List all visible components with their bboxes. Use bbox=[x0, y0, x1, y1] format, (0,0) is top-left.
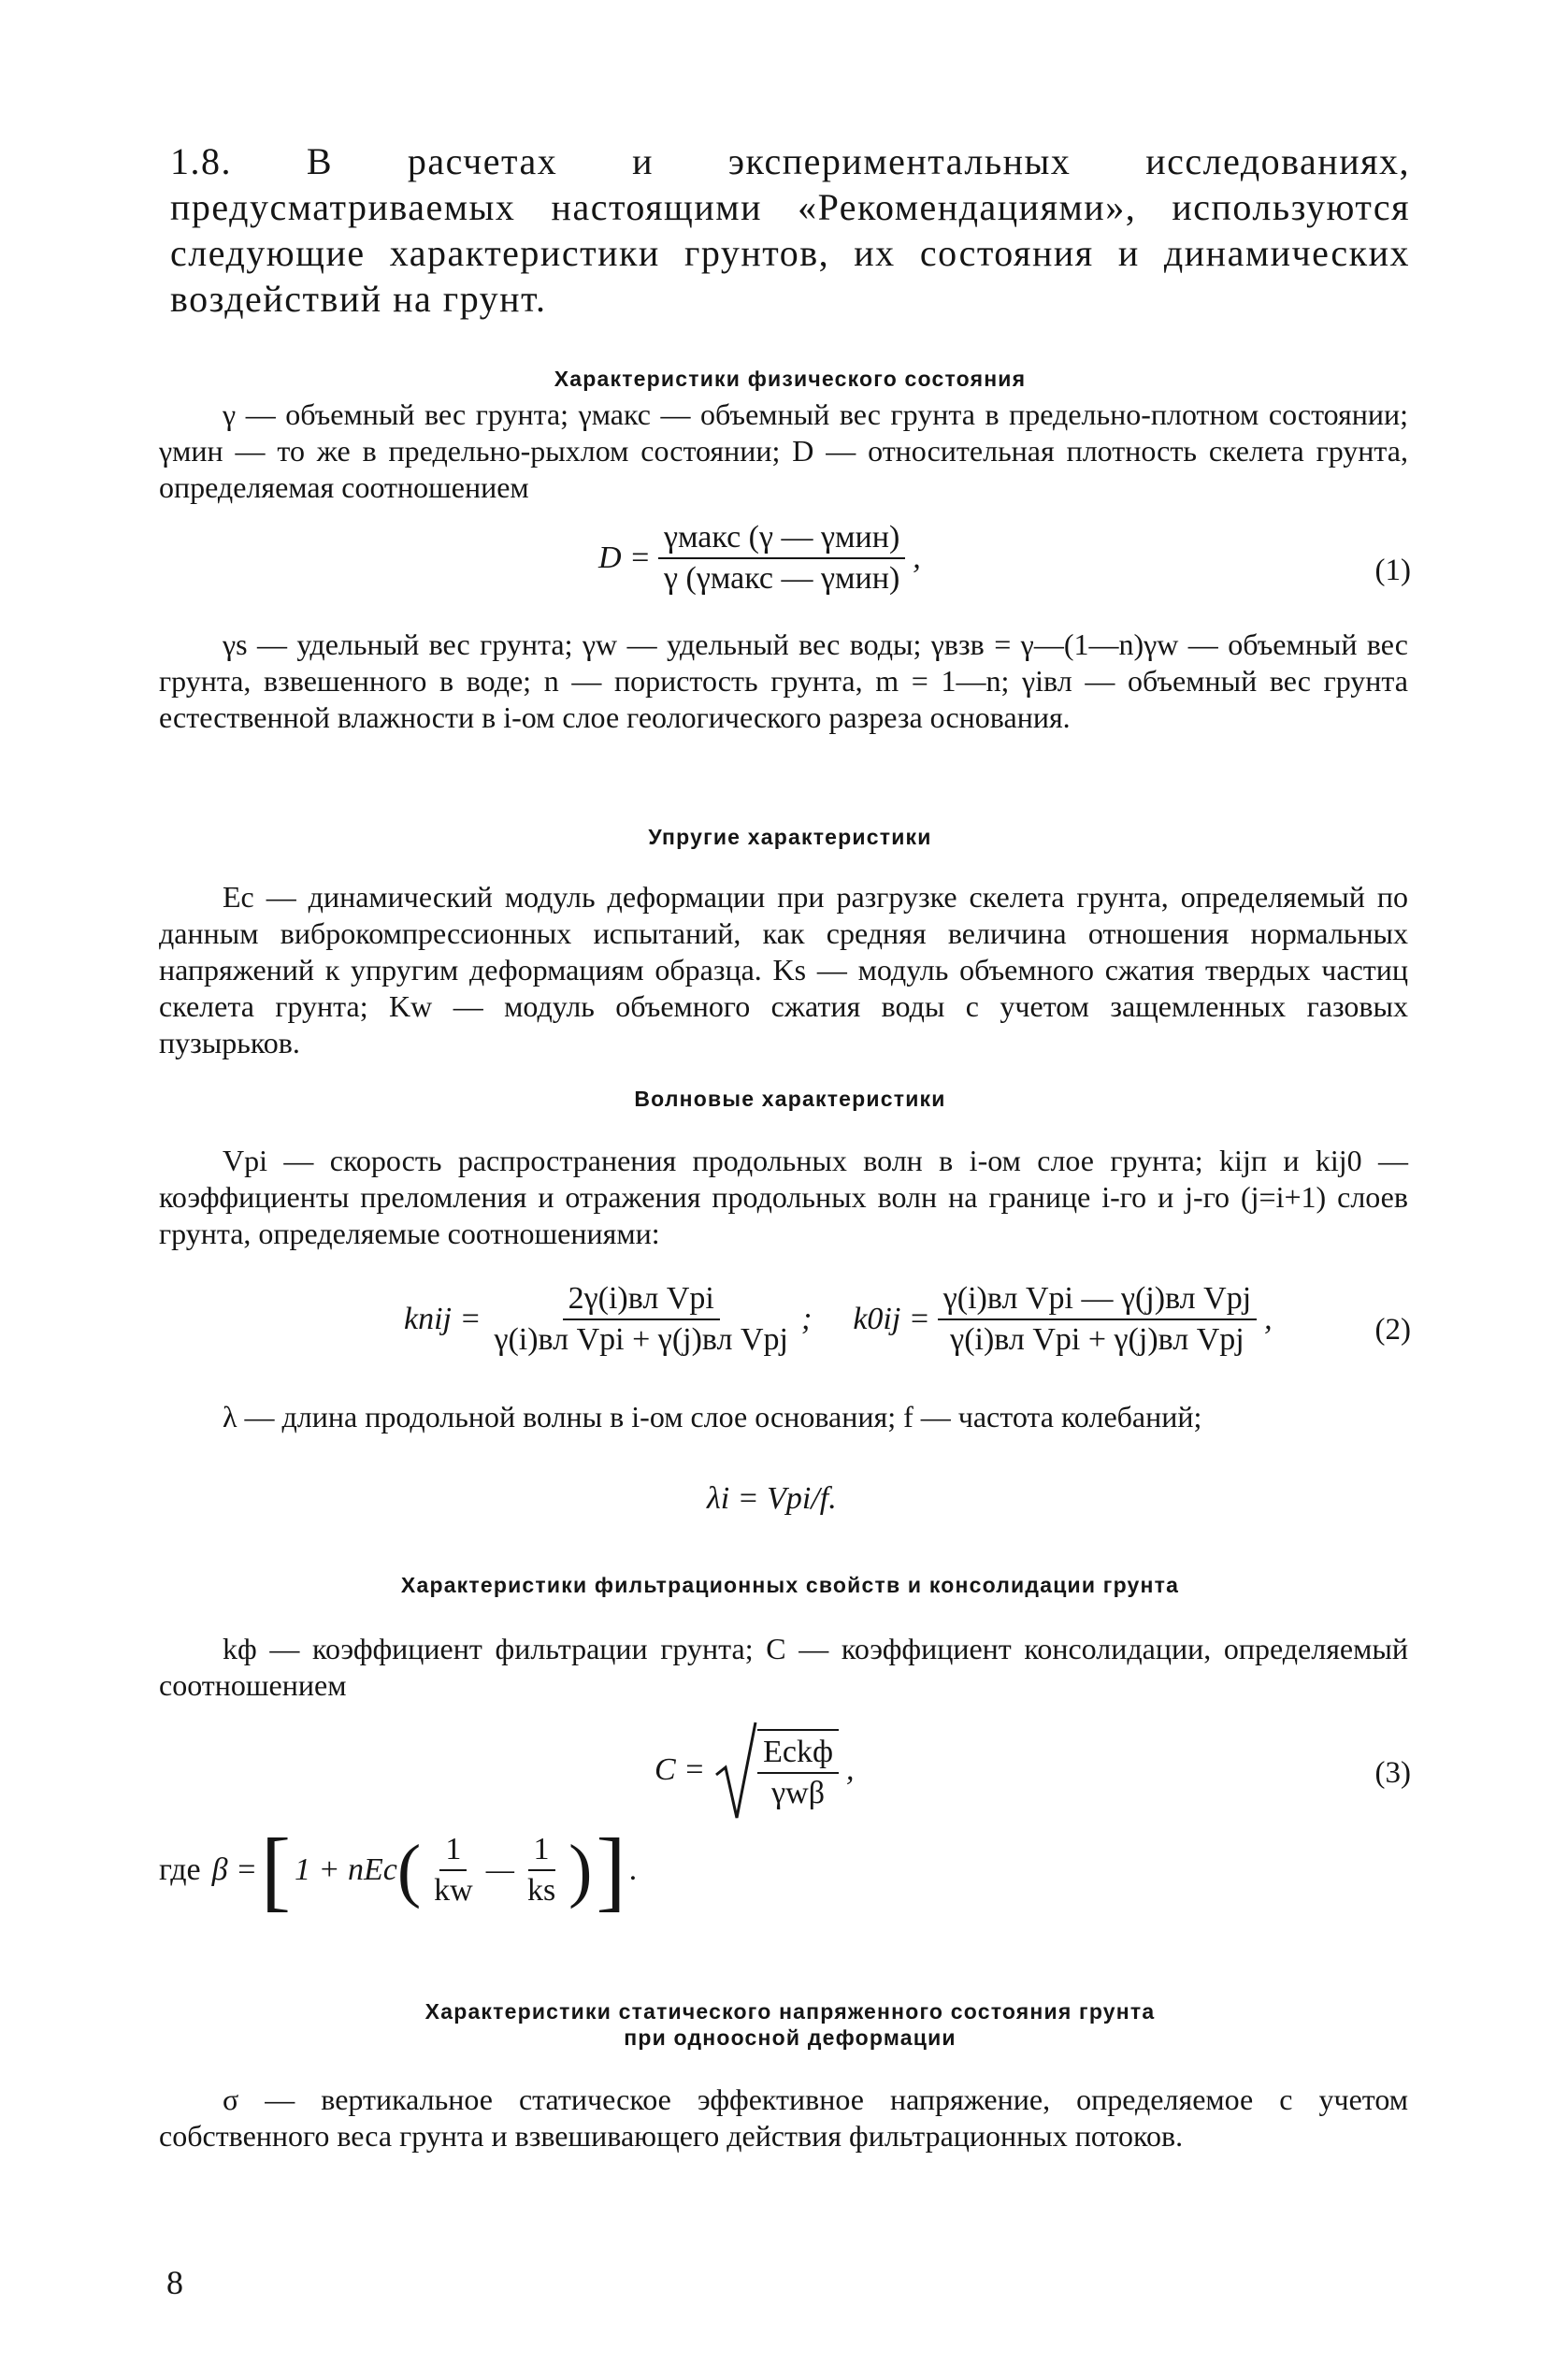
eq2-lhs1: kпij = bbox=[404, 1302, 482, 1336]
eq3-tail: , bbox=[846, 1752, 855, 1787]
heading-elastic: Упругие характеристики bbox=[648, 825, 932, 849]
equation-lambda: λi = Vpi/f. bbox=[707, 1481, 837, 1516]
paragraph-filtration: kф — коэффициент фильтрации грунта; C — коэффициент консолидации, определяемый соотношением bbox=[159, 1632, 1408, 1702]
beta-tail: . bbox=[629, 1852, 638, 1887]
eq3-denominator: γwβ bbox=[771, 1776, 826, 1810]
eq2-numerator1: 2γ(i)вл Vpi bbox=[563, 1281, 720, 1320]
heading-static-stress-1: Характеристики статического напряженного состояния грунта bbox=[424, 1999, 1156, 2024]
beta-f1-den: kw bbox=[434, 1873, 473, 1908]
left-bracket: [ bbox=[261, 1820, 292, 1920]
beta-fraction-2 bbox=[522, 1832, 561, 1909]
heading-filtration: Характеристики фильтрационных свойств и консолидации грунта bbox=[400, 1573, 1180, 1597]
beta-lhs: β = bbox=[211, 1852, 258, 1887]
eq2-separator: ; bbox=[801, 1302, 813, 1336]
eq2-fraction2 bbox=[938, 1281, 1257, 1358]
eq1-denominator: γ (γмакс — γмин) bbox=[664, 561, 900, 596]
eq1-fraction bbox=[658, 520, 905, 597]
beta-f2-num: 1 bbox=[528, 1832, 555, 1871]
paragraph-wave: Vpi — скорость распространения продольных волн в i-ом слое грунта; kijп и kij0 — коэффициенты преломления и отражения продольных волн на границе i-го и j-го (j=i+1) слоев грунта, определяемые соотношениями: bbox=[159, 1144, 1408, 1250]
paragraph-wavelength: λ — длина продольной волны в i-ом слое основания; f — частота колебаний; bbox=[223, 1400, 1202, 1434]
beta-f2-den: ks bbox=[526, 1873, 556, 1908]
paragraph-static-stress: σ — вертикальное статическое эффективное напряжение, определяемое с учетом собственного веса грунта и взвешивающего действия фильтрационных потоков. bbox=[159, 2082, 1408, 2153]
eq2-fraction1 bbox=[488, 1281, 794, 1358]
beta-f1-num: 1 bbox=[439, 1832, 467, 1871]
paragraph-physical-state: γ — объемный вес грунта; γмакс — объемный вес грунта в предельно-плотном состоянии; γмин — то же в предельно-рыхлом состоянии; D — относительная плотность скелета грунта, определяемая соотношением bbox=[159, 397, 1408, 504]
equation-beta bbox=[159, 1820, 638, 1920]
eq2-lhs2: k0ij = bbox=[853, 1302, 930, 1336]
intro-paragraph bbox=[170, 138, 1410, 322]
beta-minus: — bbox=[485, 1852, 514, 1887]
page-number: 8 bbox=[166, 2264, 183, 2301]
radical-sign-icon bbox=[714, 1719, 757, 1822]
eq1-numerator: γмакс (γ — γмин) bbox=[658, 520, 905, 559]
equation-3 bbox=[655, 1719, 855, 1822]
eq2-numerator2: γ(i)вл Vpi — γ(j)вл Vpj bbox=[938, 1281, 1257, 1320]
eq2-tail: , bbox=[1264, 1302, 1273, 1336]
heading-static-stress-2: при одноосной деформации bbox=[624, 2025, 957, 2050]
paragraph-elastic: Eс — динамический модуль деформации при разгрузке скелета грунта, определяемый по данным виброкомпрессионных испытаний, как средняя величина отношения нормальных напряжений к упругим деформациям образца. Ks — модуль объемного сжатия твердых частиц скелета грунта; Kw — модуль объемного сжатия воды с учетом защемленных газовых пузырьков. bbox=[159, 880, 1408, 1059]
eq3-numerator: Eckф bbox=[757, 1735, 839, 1774]
beta-one: 1 + nEc bbox=[295, 1852, 397, 1887]
eq2-denominator1: γ(i)вл Vpi + γ(j)вл Vpj bbox=[494, 1322, 788, 1357]
heading-wave: Волновые характеристики bbox=[634, 1087, 946, 1111]
equation-2 bbox=[404, 1281, 1273, 1358]
heading-physical-state: Характеристики физического состояния bbox=[554, 367, 1027, 391]
right-bracket: ] bbox=[596, 1820, 626, 1920]
section-number: 1.8. bbox=[170, 140, 232, 182]
eq3-lhs: C = bbox=[655, 1752, 706, 1787]
beta-fraction-1 bbox=[428, 1832, 479, 1909]
equation-number-1: (1) bbox=[1374, 554, 1411, 587]
equation-number-2: (2) bbox=[1374, 1313, 1411, 1347]
right-paren: ) bbox=[568, 1831, 593, 1909]
eq3-fraction bbox=[757, 1729, 839, 1811]
paragraph-unit-weights: γs — удельный вес грунта; γw — удельный вес воды; γвзв = γ—(1—n)γw — объемный вес грунта, взвешенного в воде; n — пористость грунта, m = 1—n; γiвл — объемный вес грунта естественной влажности в i-ом слое геологического разреза основания. bbox=[159, 627, 1408, 734]
square-root bbox=[714, 1719, 846, 1822]
eq1-lhs: D = bbox=[598, 540, 651, 575]
eq1-tail: , bbox=[913, 540, 921, 575]
left-paren: ( bbox=[396, 1831, 422, 1909]
eq2-denominator2: γ(i)вл Vpi + γ(j)вл Vpj bbox=[950, 1322, 1244, 1357]
intro-text: В расчетах и экспериментальных исследованиях, предусматриваемых настоящими «Рекомендациями», используются следующие характеристики грунтов, их состояния и динамических воздействий на грунт. bbox=[170, 140, 1410, 320]
equation-number-3: (3) bbox=[1374, 1756, 1411, 1790]
where-label: где bbox=[159, 1852, 201, 1887]
equation-1 bbox=[598, 520, 921, 597]
